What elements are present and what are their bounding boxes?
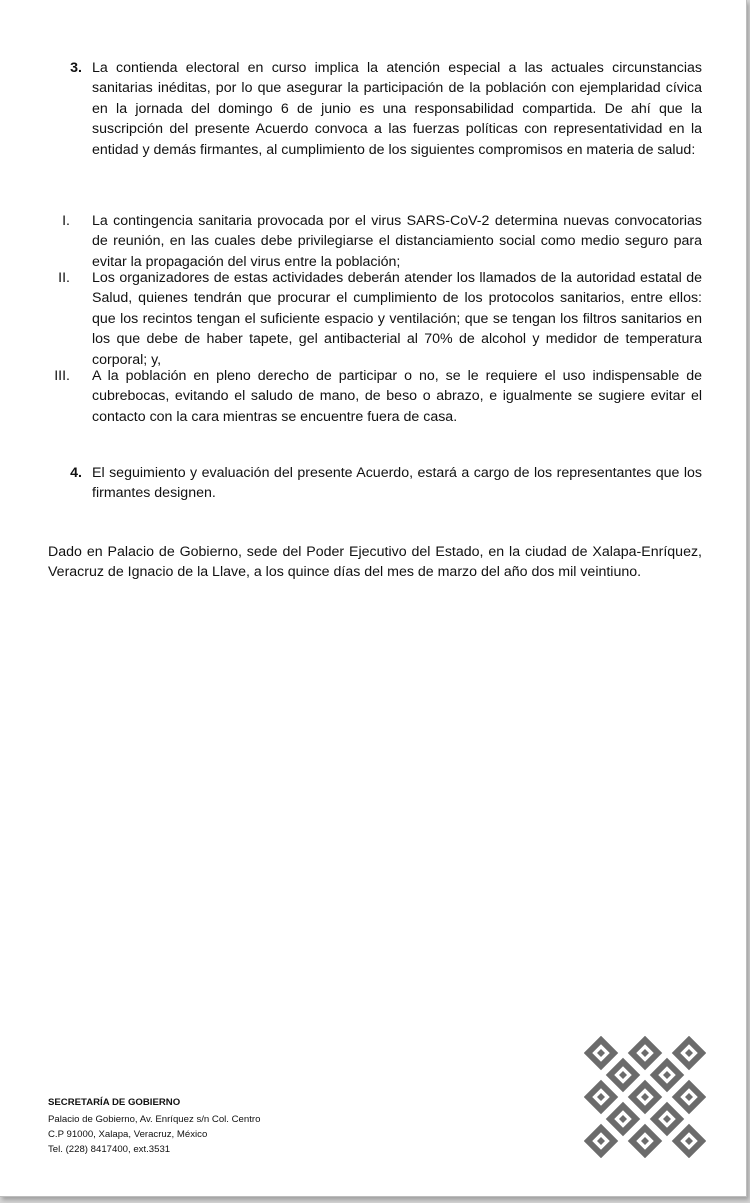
logo-dot (685, 1093, 693, 1101)
item-4-number: 4. (70, 465, 82, 481)
commitment-2-text: Los organizadores de estas actividades deberán atender los llamados de la autoridad estatal de Salud, quienes tendrán que procurar el cumplimiento de los protocolos sanitarios, entre ellos: que los recintos tengan el suficiente espacio y ventilación; que se tengan los filtros sanitarios en los que debe de haber tapete, gel antibacterial al 70% de alcohol y medidor de temperatura corporal; y, (92, 270, 702, 368)
logo-dot (685, 1137, 693, 1145)
veracruz-greca-logo-icon (584, 1036, 706, 1158)
logo-dot (685, 1049, 693, 1057)
commitment-3-numeral: III. (54, 368, 70, 384)
logo-dot (597, 1049, 605, 1057)
commitment-1-numeral: I. (62, 213, 70, 229)
logo-dot (641, 1049, 649, 1057)
logo-dot (597, 1137, 605, 1145)
footer-address: Palacio de Gobierno, Av. Enríquez s/n Col. Centro (48, 1114, 261, 1125)
item-3-number: 3. (70, 60, 82, 76)
logo-dot (619, 1071, 627, 1079)
logo-dot (641, 1137, 649, 1145)
commitment-2-numeral: II. (58, 270, 70, 286)
logo-dot (663, 1071, 671, 1079)
closing-paragraph: Dado en Palacio de Gobierno, sede del Poder Ejecutivo del Estado, en la ciudad de Xalapa-Enríquez, Veracruz de Ignacio de la Llave, a los quince días del mes de marzo del año dos mil veintiuno. (48, 544, 702, 581)
commitment-1-text: La contingencia sanitaria provocada por el virus SARS-CoV-2 determina nuevas convocatorias de reunión, en las cuales debe privilegiarse el distanciamiento social como medio seguro para evitar la propagación del virus entre la población; (92, 213, 702, 270)
footer-phone: Tel. (228) 8417400, ext.3531 (48, 1144, 171, 1155)
logo-dot (597, 1093, 605, 1101)
footer-title: SECRETARÍA DE GOBIERNO (48, 1097, 181, 1108)
commitment-3-text: A la población en pleno derecho de participar o no, se le requiere el uso indispensable de cubrebocas, evitando el saludo de mano, de beso o abrazo, e igualmente se sugiere evitar el contacto con la cara mientras se encuentre fuera de casa. (92, 368, 702, 425)
item-4-text: El seguimiento y evaluación del presente Acuerdo, estará a cargo de los representantes que los firmantes designen. (92, 465, 702, 502)
item-3-text: La contienda electoral en curso implica la atención especial a las actuales circunstancias sanitarias inéditas, por lo que asegurar la participación de la población con ejemplaridad cívica en la jornada del domingo 6 de junio es una responsabilidad compartida. De ahí que la suscripción del presente Acuerdo convoca a las fuerzas políticas con representatividad en la entidad y demás firmantes, al cumplimiento de los siguientes compromisos en materia de salud: (92, 60, 702, 158)
logo-dot (619, 1115, 627, 1123)
logo-dot (663, 1115, 671, 1123)
logo-dot (641, 1093, 649, 1101)
footer-city: C.P 91000, Xalapa, Veracruz, México (48, 1129, 208, 1140)
